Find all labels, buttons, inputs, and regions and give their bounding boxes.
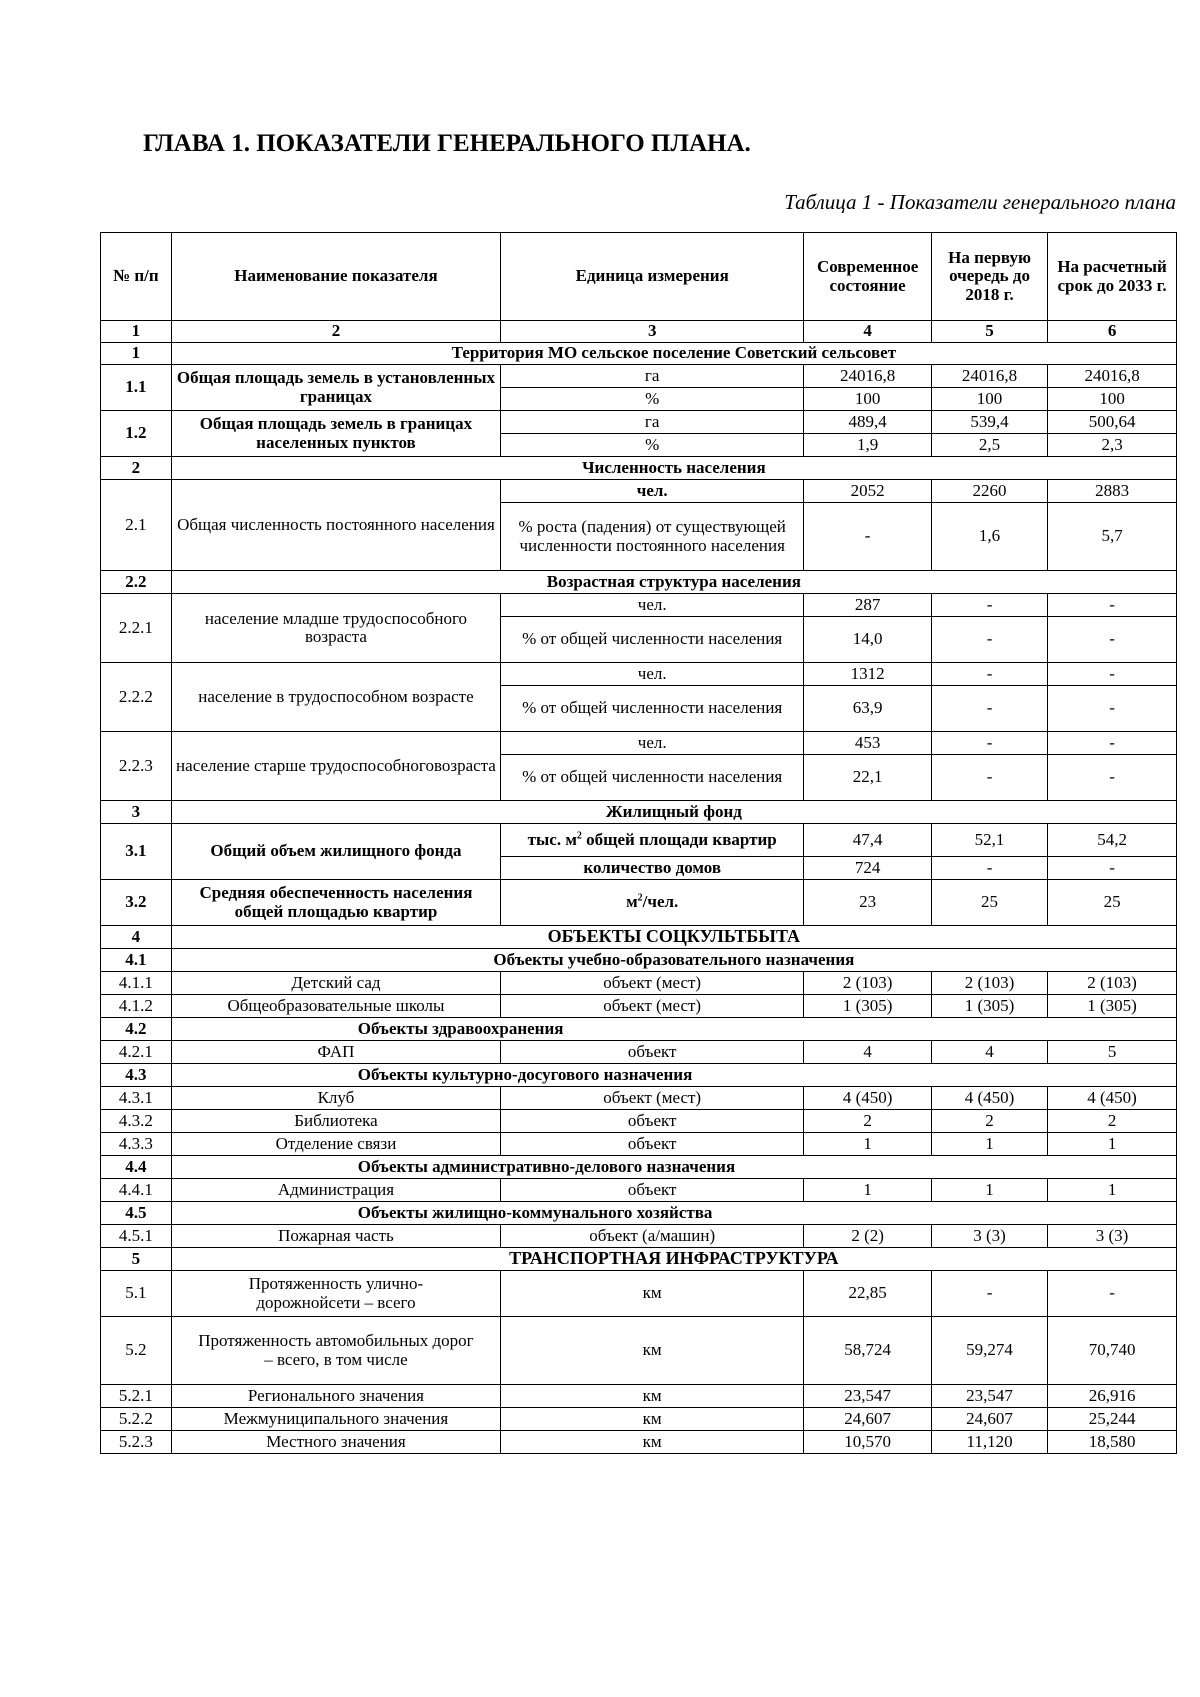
table-row — [101, 365, 1177, 388]
section-title: Объекты учебно-образовательного назначения — [171, 949, 1176, 972]
value-final-stage: 4 (450) — [1048, 1087, 1177, 1110]
unit-cell: км — [501, 1385, 804, 1408]
row-number: 4.4.1 — [101, 1179, 172, 1202]
indicator-name: Отделение связи — [171, 1133, 500, 1156]
value-final-stage: - — [1048, 686, 1177, 732]
section-title: Территория МО сельское поселение Советский сельсовет — [171, 343, 1176, 365]
value-current: 47,4 — [804, 824, 932, 857]
section-title: Численность населения — [171, 457, 1176, 480]
section-title: ОБЪЕКТЫ СОЦКУЛЬТБЫТА — [171, 926, 1176, 949]
unit-cell: га — [501, 365, 804, 388]
indicator-name: Клуб — [171, 1087, 500, 1110]
value-first-stage: 2,5 — [931, 434, 1047, 457]
value-final-stage: 5 — [1048, 1041, 1177, 1064]
table-row — [101, 663, 1177, 686]
unit-cell: тыс. $м^2$ общей площади квартир — [501, 824, 804, 857]
section-number: 2.2 — [101, 571, 172, 594]
value-final-stage: 18,580 — [1048, 1431, 1177, 1454]
header-unit: Единица измерения — [501, 233, 804, 321]
section-row — [101, 571, 1177, 594]
row-number: 4.3.3 — [101, 1133, 172, 1156]
value-first-stage: - — [931, 663, 1047, 686]
value-first-stage: - — [931, 617, 1047, 663]
table-row — [101, 880, 1177, 926]
unit-cell: объект (мест) — [501, 972, 804, 995]
value-current: 14,0 — [804, 617, 932, 663]
section-number: 1 — [101, 343, 172, 365]
value-first-stage: 24,607 — [931, 1408, 1047, 1431]
header-row — [101, 233, 1177, 321]
section-row — [101, 1248, 1177, 1271]
value-final-stage: 500,64 — [1048, 411, 1177, 434]
section-title: Жилищный фонд — [171, 801, 1176, 824]
unit-cell: чел. — [501, 663, 804, 686]
value-final-stage: 1 — [1048, 1133, 1177, 1156]
indicator-name: Общая площадь земель в установленных границах — [171, 365, 500, 411]
unit-cell: количество домов — [501, 857, 804, 880]
value-current: 287 — [804, 594, 932, 617]
section-title: Объекты культурно-досугового назначения — [171, 1064, 1176, 1087]
value-final-stage: - — [1048, 594, 1177, 617]
row-number: 5.2.3 — [101, 1431, 172, 1454]
row-number: 4.1.2 — [101, 995, 172, 1018]
unit-cell: га — [501, 411, 804, 434]
table-row — [101, 594, 1177, 617]
value-current: 1 — [804, 1133, 932, 1156]
value-current: 23,547 — [804, 1385, 932, 1408]
value-first-stage: 24016,8 — [931, 365, 1047, 388]
value-final-stage: 26,916 — [1048, 1385, 1177, 1408]
indicator-name: Протяженность автомобильных дорог – всего, в том числе — [171, 1317, 500, 1385]
section-title: Объекты жилищно-коммунального хозяйства — [171, 1202, 1176, 1225]
row-number: 4.5.1 — [101, 1225, 172, 1248]
column-number: 2 — [171, 321, 500, 343]
indicator-name: Средняя обеспеченность населения общей площадью квартир — [171, 880, 500, 926]
unit-cell: % — [501, 388, 804, 411]
unit-cell: объект — [501, 1041, 804, 1064]
column-number: 5 — [931, 321, 1047, 343]
value-first-stage: 4 (450) — [931, 1087, 1047, 1110]
indicator-name: Регионального значения — [171, 1385, 500, 1408]
section-row — [101, 801, 1177, 824]
value-final-stage: - — [1048, 857, 1177, 880]
value-current: 1312 — [804, 663, 932, 686]
value-first-stage: 59,274 — [931, 1317, 1047, 1385]
value-first-stage: - — [931, 1271, 1047, 1317]
unit-cell: объект (мест) — [501, 995, 804, 1018]
value-final-stage: 100 — [1048, 388, 1177, 411]
table-row — [101, 1317, 1177, 1385]
value-current: 58,724 — [804, 1317, 932, 1385]
unit-cell: объект — [501, 1110, 804, 1133]
column-numbers-row — [101, 321, 1177, 343]
row-number: 2.2.3 — [101, 732, 172, 801]
value-first-stage: - — [931, 732, 1047, 755]
row-number: 4.2.1 — [101, 1041, 172, 1064]
section-number: 4.5 — [101, 1202, 172, 1225]
row-number: 2.2.1 — [101, 594, 172, 663]
section-title: ТРАНСПОРТНАЯ ИНФРАСТРУКТУРА — [171, 1248, 1176, 1271]
indicator-name: Администрация — [171, 1179, 500, 1202]
value-final-stage: - — [1048, 1271, 1177, 1317]
value-current: 489,4 — [804, 411, 932, 434]
unit-cell: км — [501, 1408, 804, 1431]
value-current: - — [804, 503, 932, 571]
indicator-name: население младше трудоспособного возраста — [171, 594, 500, 663]
row-number: 2.1 — [101, 480, 172, 571]
table-row — [101, 1225, 1177, 1248]
table-row — [101, 1110, 1177, 1133]
indicator-name: Протяженность улично-дорожнойсети – всего — [171, 1271, 500, 1317]
indicator-name: население старше трудоспособноговозраста — [171, 732, 500, 801]
unit-cell: объект — [501, 1179, 804, 1202]
value-first-stage: 1 — [931, 1133, 1047, 1156]
value-current: 4 — [804, 1041, 932, 1064]
value-final-stage: 25,244 — [1048, 1408, 1177, 1431]
value-current: 100 — [804, 388, 932, 411]
value-first-stage: 2 — [931, 1110, 1047, 1133]
indicator-name: Местного значения — [171, 1431, 500, 1454]
value-final-stage: 2 (103) — [1048, 972, 1177, 995]
row-number: 5.2.2 — [101, 1408, 172, 1431]
header-first-stage: На первую очередь до 2018 г. — [931, 233, 1047, 321]
unit-cell: км — [501, 1317, 804, 1385]
value-final-stage: - — [1048, 755, 1177, 801]
section-row — [101, 457, 1177, 480]
unit-cell: % от общей численности населения — [501, 686, 804, 732]
value-first-stage: 11,120 — [931, 1431, 1047, 1454]
unit-cell: чел. — [501, 480, 804, 503]
value-first-stage: 52,1 — [931, 824, 1047, 857]
header-current: Современное состояние — [804, 233, 932, 321]
row-number: 1.2 — [101, 411, 172, 457]
table-row — [101, 1133, 1177, 1156]
value-final-stage: 24016,8 — [1048, 365, 1177, 388]
unit-cell: чел. — [501, 594, 804, 617]
value-current: 10,570 — [804, 1431, 932, 1454]
value-current: 1 — [804, 1179, 932, 1202]
section-row — [101, 1202, 1177, 1225]
row-number: 1.1 — [101, 365, 172, 411]
table-row — [101, 480, 1177, 503]
value-current: 1,9 — [804, 434, 932, 457]
section-row — [101, 926, 1177, 949]
table-row — [101, 1087, 1177, 1110]
value-current: 24016,8 — [804, 365, 932, 388]
indicator-name: Общая численность постоянного населения — [171, 480, 500, 571]
table-row — [101, 1179, 1177, 1202]
row-number: 5.2.1 — [101, 1385, 172, 1408]
value-first-stage: 2260 — [931, 480, 1047, 503]
table-caption: Таблица 1 - Показатели генерального плана — [784, 190, 1176, 214]
row-number: 4.3.2 — [101, 1110, 172, 1133]
table-row — [101, 1041, 1177, 1064]
row-number: 3.1 — [101, 824, 172, 880]
section-number: 5 — [101, 1248, 172, 1271]
value-final-stage: 1 — [1048, 1179, 1177, 1202]
column-number: 6 — [1048, 321, 1177, 343]
column-number: 4 — [804, 321, 932, 343]
value-first-stage: - — [931, 755, 1047, 801]
value-final-stage: - — [1048, 617, 1177, 663]
indicator-name: Пожарная часть — [171, 1225, 500, 1248]
value-first-stage: 539,4 — [931, 411, 1047, 434]
value-first-stage: 1 — [931, 1179, 1047, 1202]
unit-cell: км — [501, 1271, 804, 1317]
value-first-stage: - — [931, 686, 1047, 732]
indicator-name: население в трудоспособном возрасте — [171, 663, 500, 732]
section-row — [101, 949, 1177, 972]
table-row — [101, 1408, 1177, 1431]
indicators-table — [100, 232, 1177, 1454]
value-current: 63,9 — [804, 686, 932, 732]
value-final-stage: 3 (3) — [1048, 1225, 1177, 1248]
indicator-name: ФАП — [171, 1041, 500, 1064]
value-final-stage: - — [1048, 663, 1177, 686]
table-row — [101, 995, 1177, 1018]
value-first-stage: 4 — [931, 1041, 1047, 1064]
unit-cell: км — [501, 1431, 804, 1454]
value-current: 2 — [804, 1110, 932, 1133]
value-final-stage: 2,3 — [1048, 434, 1177, 457]
row-number: 4.1.1 — [101, 972, 172, 995]
section-row — [101, 1156, 1177, 1179]
table-row — [101, 732, 1177, 755]
unit-cell: % — [501, 434, 804, 457]
section-number: 4.2 — [101, 1018, 172, 1041]
column-number: 1 — [101, 321, 172, 343]
chapter-title: ГЛАВА 1. ПОКАЗАТЕЛИ ГЕНЕРАЛЬНОГО ПЛАНА. — [143, 130, 751, 157]
unit-cell: объект (мест) — [501, 1087, 804, 1110]
indicator-name: Общая площадь земель в границах населенных пунктов — [171, 411, 500, 457]
indicator-name: Общеобразовательные школы — [171, 995, 500, 1018]
unit-cell: % роста (падения) от существующей численности постоянного населения — [501, 503, 804, 571]
value-first-stage: 23,547 — [931, 1385, 1047, 1408]
indicator-name: Детский сад — [171, 972, 500, 995]
table-row — [101, 1385, 1177, 1408]
column-number: 3 — [501, 321, 804, 343]
value-final-stage: - — [1048, 732, 1177, 755]
row-number: 4.3.1 — [101, 1087, 172, 1110]
header-name: Наименование показателя — [171, 233, 500, 321]
section-number: 4.1 — [101, 949, 172, 972]
value-current: 1 (305) — [804, 995, 932, 1018]
section-number: 4.3 — [101, 1064, 172, 1087]
indicator-name: Межмуниципального значения — [171, 1408, 500, 1431]
value-current: 2 (103) — [804, 972, 932, 995]
indicator-name: Библиотека — [171, 1110, 500, 1133]
unit-cell: чел. — [501, 732, 804, 755]
section-row — [101, 343, 1177, 365]
indicator-name: Общий объем жилищного фонда — [171, 824, 500, 880]
header-final-stage: На расчетный срок до 2033 г. — [1048, 233, 1177, 321]
section-title: Объекты здравоохранения — [171, 1018, 1176, 1041]
value-final-stage: 2 — [1048, 1110, 1177, 1133]
section-number: 4 — [101, 926, 172, 949]
value-current: 23 — [804, 880, 932, 926]
value-first-stage: - — [931, 857, 1047, 880]
value-first-stage: 25 — [931, 880, 1047, 926]
table-row — [101, 411, 1177, 434]
table-row — [101, 1431, 1177, 1454]
value-current: 24,607 — [804, 1408, 932, 1431]
table-row — [101, 1271, 1177, 1317]
value-current: 724 — [804, 857, 932, 880]
value-current: 2052 — [804, 480, 932, 503]
value-final-stage: 70,740 — [1048, 1317, 1177, 1385]
unit-cell: % от общей численности населения — [501, 617, 804, 663]
value-current: 2 (2) — [804, 1225, 932, 1248]
value-final-stage: 1 (305) — [1048, 995, 1177, 1018]
unit-cell: объект — [501, 1133, 804, 1156]
value-current: 22,85 — [804, 1271, 932, 1317]
value-first-stage: 2 (103) — [931, 972, 1047, 995]
section-title: Объекты административно-делового назначения — [171, 1156, 1176, 1179]
unit-cell: % от общей численности населения — [501, 755, 804, 801]
value-first-stage: - — [931, 594, 1047, 617]
value-current: 22,1 — [804, 755, 932, 801]
value-final-stage: 5,7 — [1048, 503, 1177, 571]
unit-cell: объект (а/машин) — [501, 1225, 804, 1248]
value-first-stage: 100 — [931, 388, 1047, 411]
table-row — [101, 824, 1177, 857]
section-row — [101, 1064, 1177, 1087]
section-title: Возрастная структура населения — [171, 571, 1176, 594]
unit-cell: $м^2$/чел. — [501, 880, 804, 926]
value-first-stage: 3 (3) — [931, 1225, 1047, 1248]
value-current: 4 (450) — [804, 1087, 932, 1110]
row-number: 5.2 — [101, 1317, 172, 1385]
section-number: 4.4 — [101, 1156, 172, 1179]
value-final-stage: 25 — [1048, 880, 1177, 926]
table-row — [101, 972, 1177, 995]
row-number: 2.2.2 — [101, 663, 172, 732]
value-current: 453 — [804, 732, 932, 755]
section-number: 2 — [101, 457, 172, 480]
value-first-stage: 1,6 — [931, 503, 1047, 571]
section-number: 3 — [101, 801, 172, 824]
value-final-stage: 54,2 — [1048, 824, 1177, 857]
value-final-stage: 2883 — [1048, 480, 1177, 503]
section-row — [101, 1018, 1177, 1041]
row-number: 5.1 — [101, 1271, 172, 1317]
row-number: 3.2 — [101, 880, 172, 926]
value-first-stage: 1 (305) — [931, 995, 1047, 1018]
header-num: № п/п — [101, 233, 172, 321]
